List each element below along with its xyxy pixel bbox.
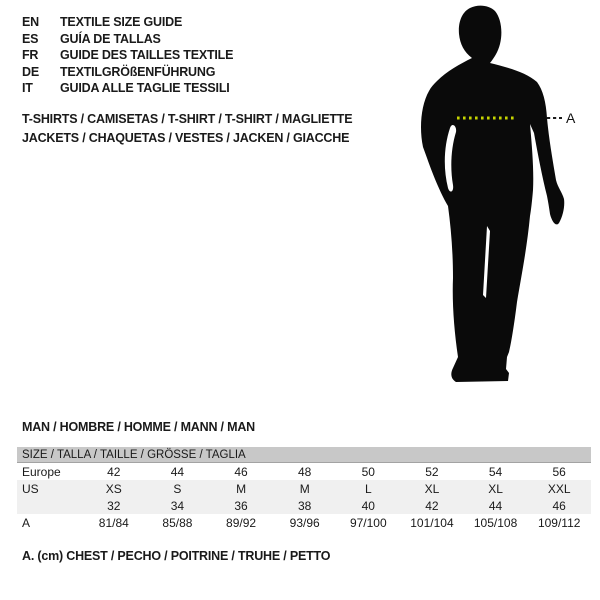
category-list [22,110,352,147]
size-cell: 42 [107,464,121,479]
size-cell: XXL [547,481,571,496]
size-cell: 38 [298,498,312,513]
table-row-a-chest [17,514,591,531]
size-cell: S [173,481,182,496]
size-cell: 52 [425,464,439,479]
man-figure [390,0,600,420]
table-row-europe [17,463,591,480]
language-code: FR [22,48,39,62]
size-cell: 42 [425,498,439,513]
size-table-header: SIZE / TALLA / TAILLE / GRÖSSE / TAGLIA [17,447,591,463]
size-cell: 89/92 [226,515,257,530]
row-label: Europe [22,464,61,479]
language-row-fr [22,47,233,64]
silhouette-path [421,6,564,382]
size-cell: 109/112 [537,515,581,530]
footnote-chest-measure: A. (cm) CHEST / PECHO / POITRINE / TRUHE / PETTO [22,549,331,563]
category-jackets: JACKETS / CHAQUETAS / VESTES / JACKEN / GIACCHE [22,130,350,145]
size-cell: 54 [488,464,503,479]
language-row-en [22,14,233,31]
size-cell: 50 [361,464,375,479]
language-list [22,14,233,97]
table-row-us [17,480,591,497]
size-cell: XS [105,481,122,496]
man-silhouette [390,0,600,420]
size-cell: 105/108 [473,515,518,530]
size-cell: M [299,481,310,496]
size-cell: 32 [107,498,121,513]
language-row-it [22,80,233,97]
language-code: IT [22,81,33,95]
size-cell: 85/88 [162,515,193,530]
size-cell: L [364,481,372,496]
size-cell: 48 [298,464,312,479]
language-row-es [22,31,233,48]
section-title-man: MAN / HOMBRE / HOMME / MANN / MAN [22,420,255,434]
size-cell: 44 [488,498,503,513]
table-row-numeric [17,497,591,514]
size-cell: 44 [170,464,185,479]
size-cell: 93/96 [289,515,320,530]
language-label: TEXTILE SIZE GUIDE [60,15,183,29]
row-label: A [22,515,31,530]
size-cell: 36 [234,498,248,513]
size-cell: 101/104 [410,515,454,530]
measure-label-a: A [566,110,576,126]
size-cell: 40 [361,498,375,513]
size-cell: 97/100 [349,515,387,530]
language-label: TEXTILGRÖßENFÜHRUNG [60,64,216,79]
language-label: GUIDE DES TAILLES TEXTILE [60,48,234,62]
language-code: DE [22,64,39,79]
size-table [17,447,591,531]
size-cell: M [236,481,247,496]
language-code: EN [22,15,39,29]
row-label: US [22,481,39,496]
size-cell: XL [488,481,503,496]
language-row-de [22,64,233,81]
size-cell: 81/84 [98,515,129,530]
size-cell: XL [424,481,440,496]
category-tshirts: T-SHIRTS / CAMISETAS / T-SHIRT / T-SHIRT / MAGLIETTE [22,112,353,126]
size-cell: 56 [552,464,566,479]
size-cell: 34 [170,498,185,513]
language-code: ES [22,31,39,46]
size-cell: 46 [234,464,248,479]
language-label: GUIDA ALLE TAGLIE TESSILI [60,81,230,95]
language-label: GUÍA DE TALLAS [60,31,161,46]
size-cell: 46 [552,498,566,513]
